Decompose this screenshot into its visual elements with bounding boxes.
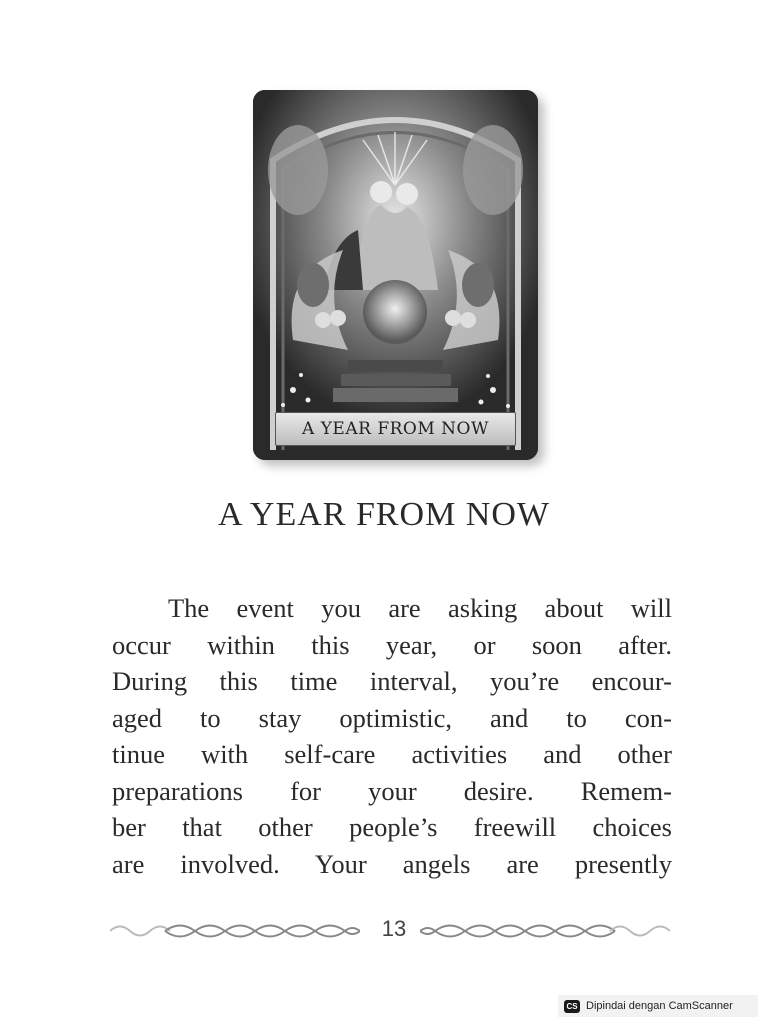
left-ornament-icon <box>110 920 360 942</box>
paragraph-line: preparations for your desire. Remem- <box>112 775 672 806</box>
paragraph-line: tinue with self-care activities and other <box>112 739 672 769</box>
right-ornament-icon <box>420 920 670 942</box>
body-paragraph <box>112 590 672 882</box>
card-caption: A YEAR FROM NOW <box>275 412 516 446</box>
paragraph-line: During this time interval, you’re encour- <box>112 666 672 696</box>
page-footer <box>110 912 670 948</box>
camscanner-watermark <box>558 995 758 1017</box>
paragraph-line: occur within this year, or soon after. <box>112 629 672 660</box>
camscanner-logo-icon: CS <box>564 1000 580 1013</box>
paragraph-line: aged to stay optimistic, and to con- <box>112 702 672 733</box>
paragraph-line: are involved. Your angels are presently <box>112 848 672 879</box>
card-illustration <box>253 90 538 460</box>
paragraph-line: The event you are asking about will <box>168 593 672 623</box>
oracle-card-image <box>253 90 538 460</box>
paragraph-line: ber that other people’s freewill choices <box>112 812 672 842</box>
watermark-text: Dipindai dengan CamScanner <box>586 1000 733 1012</box>
page-title: A YEAR FROM NOW <box>217 496 551 533</box>
page-number: 13 <box>381 916 407 941</box>
